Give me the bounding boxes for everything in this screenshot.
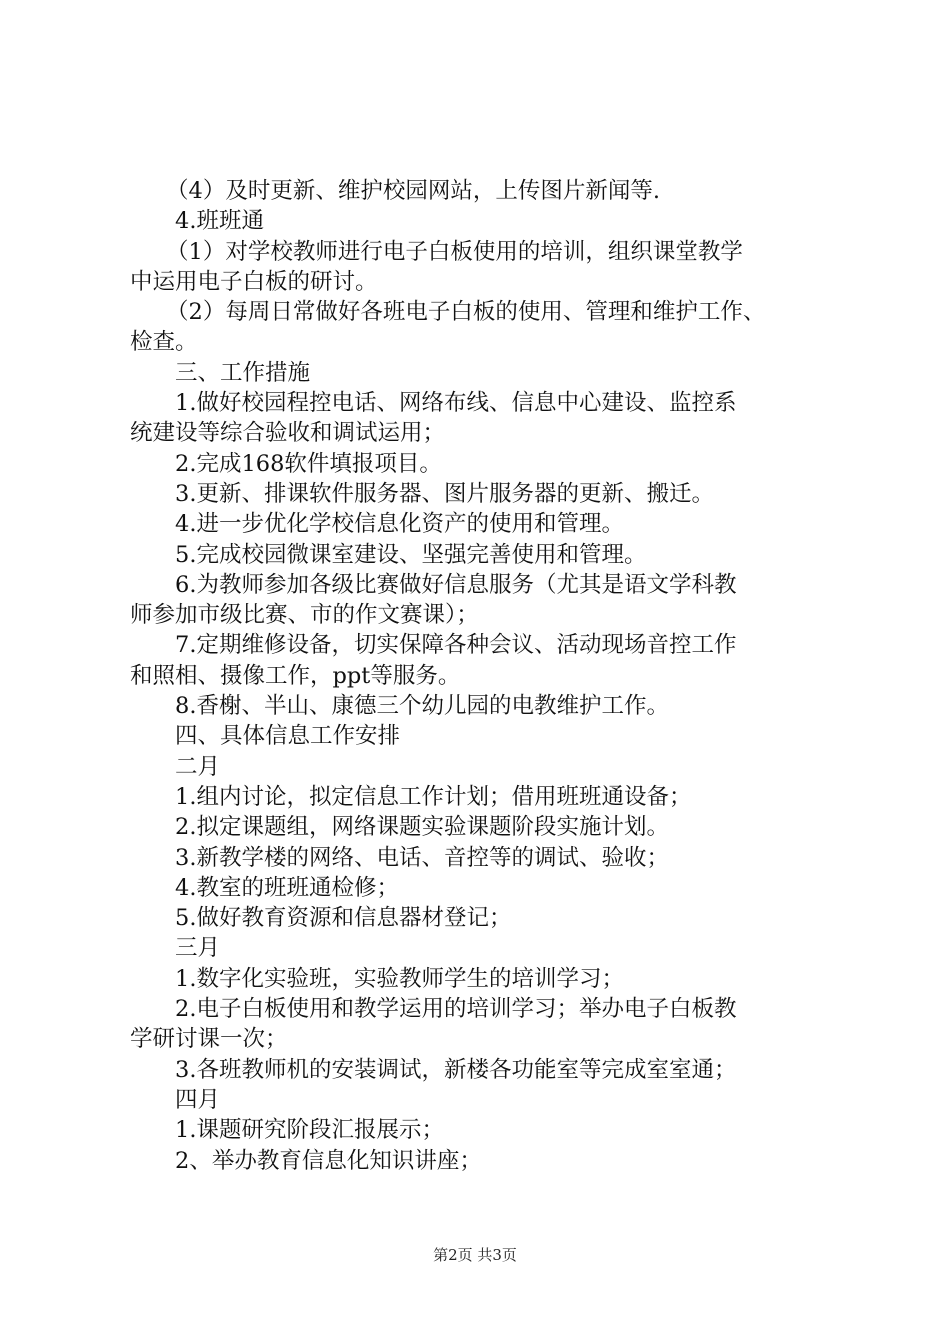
text-line: 1.做好校园程控电话、网络布线、信息中心建设、监控系: [175, 390, 737, 417]
text-line: 师参加市级比赛、市的作文赛课）；: [130, 602, 479, 629]
text-line: 4.班班通: [175, 208, 264, 235]
text-line: （1）对学校教师进行电子白板使用的培训，组织课堂教学: [166, 238, 743, 265]
text-line: （2）每周日常做好各班电子白板的使用、管理和维护工作、: [166, 299, 766, 326]
text-line: 2.拟定课题组，网络课题实验课题阶段实施计划。: [175, 814, 669, 841]
text-line: （4）及时更新、维护校园网站，上传图片新闻等.: [166, 178, 660, 204]
text-line: 4.教室的班班通检修；: [175, 874, 399, 901]
text-line: 统建设等综合验收和调试运用；: [130, 420, 446, 447]
text-line: 7.定期维修设备，切实保障各种会议、活动现场音控工作: [175, 632, 737, 659]
text-line: 2.电子白板使用和教学运用的培训学习；举办电子白板教: [175, 996, 737, 1023]
text-line: 三、工作措施: [175, 359, 311, 386]
text-line: 3.各班教师机的安装调试，新楼各功能室等完成室室通；: [175, 1056, 737, 1083]
text-line: 和照相、摄像工作，ppt等服务。: [130, 662, 461, 689]
text-line: 1.组内讨论，拟定信息工作计划；借用班班通设备；: [175, 783, 692, 810]
text-line: 5.做好教育资源和信息器材登记；: [175, 905, 512, 932]
text-line: 6.为教师参加各级比赛做好信息服务（尤其是语文学科教: [175, 571, 737, 598]
text-line: 四月: [175, 1086, 221, 1113]
text-line: 检查。: [130, 329, 198, 356]
text-line: 2、举办教育信息化知识讲座；: [175, 1147, 482, 1174]
text-line: 4.进一步优化学校信息化资产的使用和管理。: [175, 511, 624, 538]
text-line: 5.完成校园微课室建设、坚强完善使用和管理。: [175, 541, 647, 568]
text-line: 二月: [175, 753, 221, 780]
text-line: 8.香榭、半山、康德三个幼儿园的电教维护工作。: [175, 693, 669, 720]
text-line: 学研讨课一次；: [130, 1026, 288, 1053]
text-line: 3.新教学楼的网络、电话、音控等的调试、验收；: [175, 844, 669, 871]
text-line: 中运用电子白板的研讨。: [130, 268, 378, 295]
text-line: 四、具体信息工作安排: [175, 723, 401, 750]
page-footer: 第2页 共3页: [433, 1246, 517, 1264]
text-line: 三月: [175, 935, 221, 962]
text-line: 1.数字化实验班，实验教师学生的培训学习；: [175, 965, 624, 992]
text-line: 1.课题研究阶段汇报展示；: [175, 1117, 444, 1144]
text-line: 2.完成168软件填报项目。: [175, 450, 442, 477]
text-line: 3.更新、排课软件服务器、图片服务器的更新、搬迁。: [175, 480, 714, 507]
document-body: [130, 176, 845, 1176]
